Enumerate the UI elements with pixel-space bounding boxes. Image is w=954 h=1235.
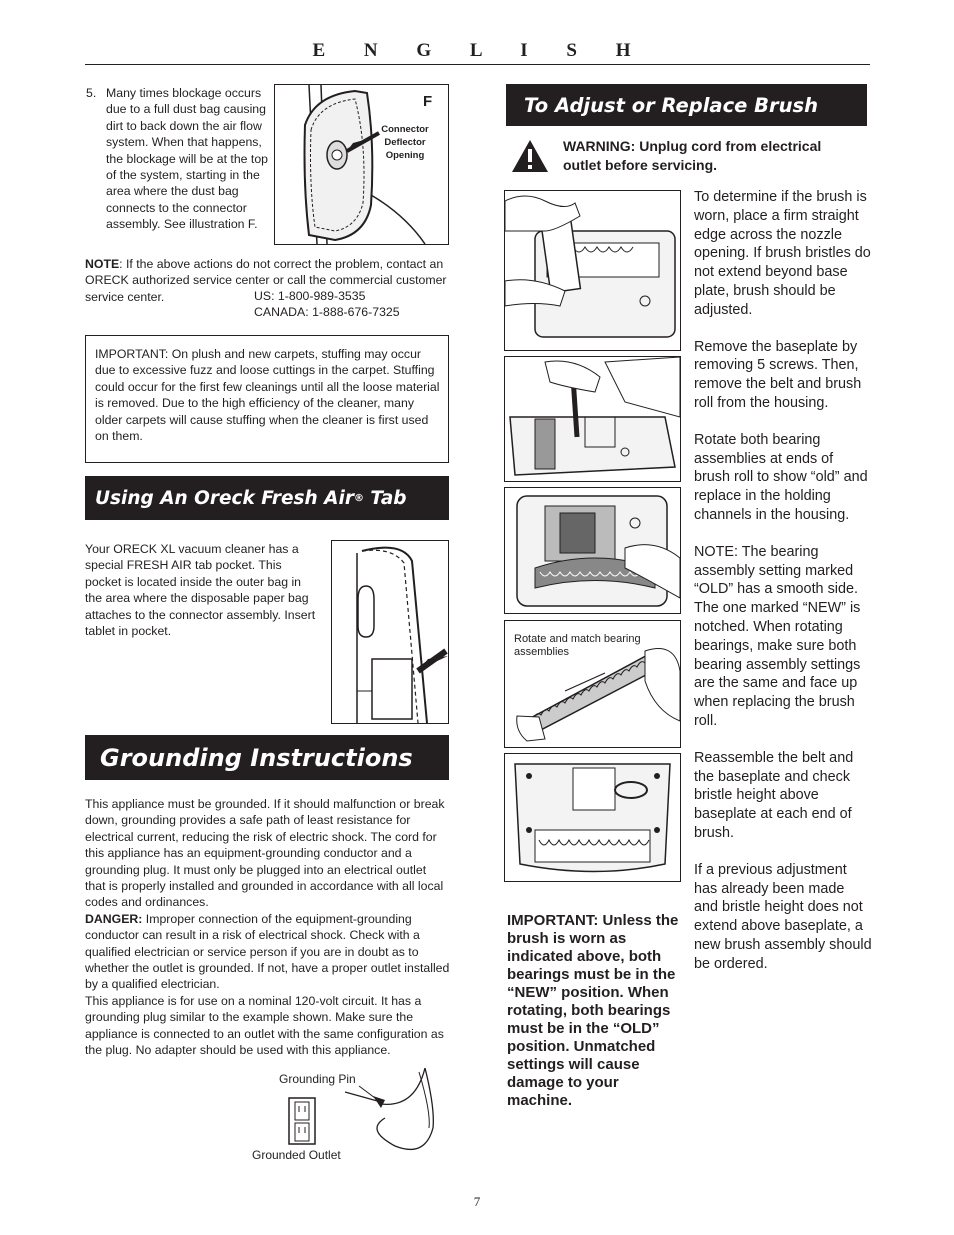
- note-text: : If the above actions do not correct the problem, contact an ORECK authorized service center or call the commercial customer service center.: [85, 257, 447, 304]
- photo-remove-screws: [504, 356, 681, 482]
- plug-outlet-illustration: [285, 1068, 445, 1158]
- photo-straight-edge: [504, 190, 681, 351]
- blockage-text: Many times blockage occurs due to a full dust bag causing dirt to back down the air flow system. When that happens, the blockage will be at the top of the system, starting in the area where the dust bag connects to the connector assembly. See illustration F.: [106, 86, 269, 232]
- registered-mark: ®: [353, 492, 364, 504]
- grounding-para1: This appliance must be grounded. If it should malfunction or break down, grounding provides a safe path of least resistance for electrical current, reducing the risk of electric shock. The cord for this appliance has an equipment-grounding conductor and a grounding plug. It must only be plugged into an electrical outlet that is properly installed and grounded in accordance with all local codes and ordinances.: [85, 797, 445, 910]
- fresh-air-text: Your ORECK XL vacuum cleaner has a special FRESH AIR tab pocket. This pocket is located inside the outer bag in the area where the disposable paper bag attaches to the connector assembly. Insert tablet in pocket.: [85, 542, 316, 639]
- label-opening: Opening: [385, 150, 425, 161]
- fresh-air-title-end: Tab: [363, 487, 407, 509]
- warning-icon: [510, 138, 550, 174]
- warning-text: WARNING: Unplug cord from electrical outlet before servicing.: [563, 138, 822, 173]
- figure-label: [377, 123, 433, 162]
- note-label: NOTE: [85, 257, 120, 271]
- figure-letter: F: [423, 93, 433, 110]
- brush-para1: To determine if the brush is worn, place a firm straight edge across the nozzle opening. If brush bristles do not extend beyond base plate, brush should be adjusted.: [694, 189, 871, 318]
- photo-brush-roll: [504, 487, 681, 614]
- page-number: 7: [473, 1194, 481, 1209]
- label-grounding-pin: Grounding Pin: [279, 1072, 356, 1086]
- grounding-text: [85, 796, 450, 1059]
- fresh-air-title: Using An Oreck Fresh Air: [95, 487, 354, 509]
- brush-title: To Adjust or Replace Brush: [524, 93, 819, 117]
- label-connector: Connector: [381, 124, 429, 135]
- phone-us: US: 1-800-989-3535: [254, 289, 366, 303]
- danger-text: Improper connection of the equipment-grounding conductor can result in a risk of electrical shock. Check with a qualified electrician or service person if you are in doubt as to whether the outlet is grounded. If not, have a proper outlet installed by a qualified electrician.: [85, 911, 450, 992]
- danger-label: DANGER:: [85, 911, 143, 926]
- photo-reassemble: [504, 753, 681, 882]
- grounding-title: Grounding Instructions: [100, 743, 413, 772]
- brush-para5: Reassemble the belt and the baseplate and check bristle height above baseplate at each end of brush.: [694, 749, 854, 841]
- header-rule: [85, 64, 870, 65]
- rotate-caption: Rotate and match bearing assemblies: [514, 633, 641, 658]
- label-grounded-outlet: Grounded Outlet: [252, 1148, 341, 1162]
- label-deflector: Deflector: [384, 137, 426, 148]
- fresh-air-illustration: [331, 540, 449, 724]
- fresh-air-banner: [85, 476, 449, 520]
- grounding-banner: [85, 735, 449, 780]
- brush-important: IMPORTANT: Unless the brush is worn as indicated above, both bearings must be in the “NEW” position. When rotating, both bearings must be in the “OLD” position. Unmatched settings will cause damage to your machine.: [507, 912, 679, 1109]
- brush-para2: Remove the baseplate by removing 5 screws. Then, remove the belt and brush roll from the housing.: [694, 338, 862, 411]
- important-box: [85, 335, 449, 463]
- phone-canada: CANADA: 1-888-676-7325: [254, 305, 400, 319]
- language-header: E N G L I S H: [312, 40, 648, 61]
- grounding-danger: [85, 911, 450, 993]
- brush-banner: [506, 84, 867, 126]
- illustration-f: [274, 84, 449, 245]
- brush-para4: NOTE: The bearing assembly setting marked “OLD” has a smooth side. The one marked “NEW” is notched. When rotating bearings, make sure both bearing assembly settings are the same and face up when replacing the brush roll.: [694, 543, 861, 729]
- grounding-para3: This appliance is for use on a nominal 120-volt circuit. It has a grounding plug similar to the example shown. Make sure the appliance is connected to an outlet with the same configuration as the plug. No adapter should be used with this appliance.: [85, 993, 444, 1058]
- important-text: IMPORTANT: On plush and new carpets, stuffing may occur due to excessive fuzz and loose cuttings in the carpet. Stuffing could occur for the first few cleanings until all the loose material is removed. Due to the high efficiency of the cleaner, many older carpets will cause stuffing when the cleaner is first used on them.: [95, 347, 440, 444]
- brush-instructions: [694, 188, 872, 991]
- photo-rotate-bearings: [504, 620, 681, 748]
- blockage-number: 5.: [86, 86, 97, 100]
- brush-para3: Rotate both bearing assemblies at ends of brush roll to show “old” and replace in the holding channels in the housing.: [694, 431, 868, 523]
- brush-para6: If a previous adjustment has already been made and bristle height does not extend above baseplate, a new brush assembly should be ordered.: [694, 861, 872, 972]
